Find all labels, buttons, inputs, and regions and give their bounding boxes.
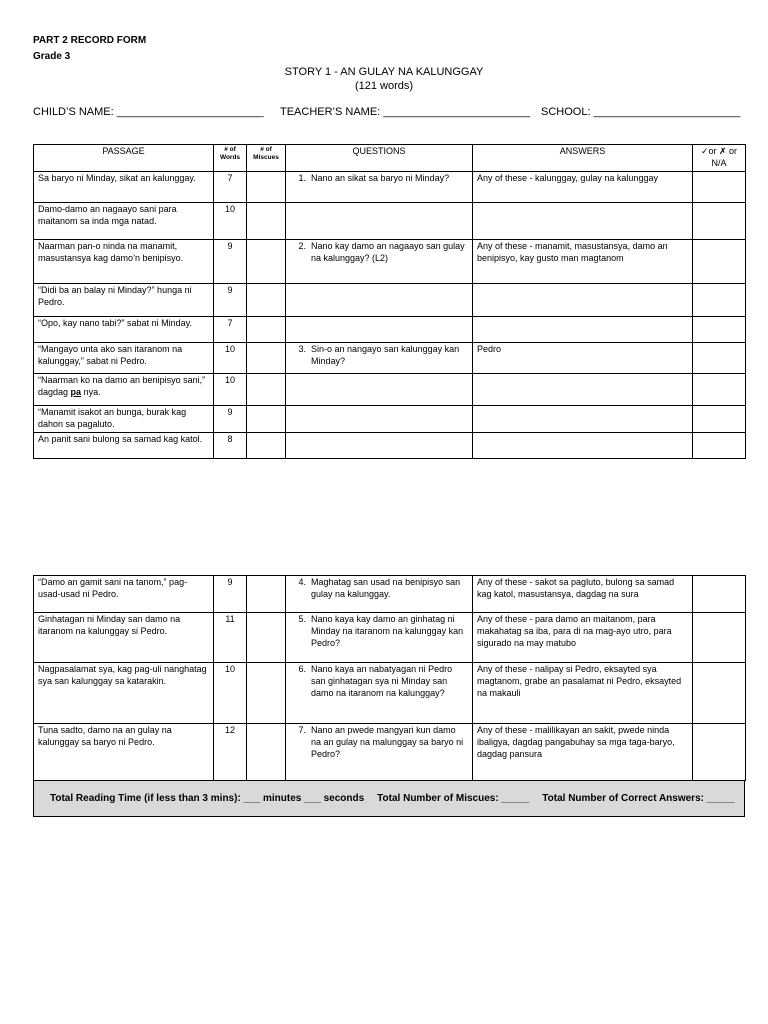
miscues-cell[interactable]	[247, 576, 286, 613]
underlined-word: pa	[70, 386, 82, 397]
col-miscues: # of Miscues	[247, 145, 286, 172]
answer-cell: Any of these - nalipay si Pedro, eksayted sya magtanom, grabe an pasalamat ni Pedro, eksayted na makauli	[473, 663, 693, 724]
check-cell[interactable]	[693, 613, 746, 663]
answer-cell: Any of these - kalunggay, gulay na kalunggay	[473, 172, 693, 203]
words-cell: 7	[214, 172, 247, 203]
table-row	[34, 343, 746, 374]
check-cell[interactable]	[693, 663, 746, 724]
passage-cell: An panit sani bulong sa samad kag katol.	[34, 432, 214, 458]
check-cell[interactable]	[693, 432, 746, 458]
words-cell: 7	[214, 317, 247, 343]
passage-cell	[34, 374, 214, 406]
words-cell: 9	[214, 406, 247, 433]
question-number: 6.	[298, 664, 306, 674]
grade-label: Grade 3	[33, 51, 71, 62]
total-reading-time[interactable]: Total Reading Time (if less than 3 mins): ___ minutes ___ seconds	[50, 793, 365, 804]
passage-cell: “Didi ba an balay ni Minday?” hunga ni Pedro.	[34, 284, 214, 317]
words-cell: 9	[214, 284, 247, 317]
question-number: 7.	[298, 725, 306, 735]
question-text: Nano an sikat sa baryo ni Minday?	[311, 173, 450, 183]
question-cell	[286, 240, 473, 284]
table-row	[34, 240, 746, 284]
question-number: 1.	[298, 173, 306, 183]
record-table-2	[33, 575, 746, 781]
miscues-cell[interactable]	[247, 406, 286, 433]
miscues-cell[interactable]	[247, 284, 286, 317]
words-cell: 10	[214, 343, 247, 374]
miscues-cell[interactable]	[247, 374, 286, 406]
miscues-cell[interactable]	[247, 613, 286, 663]
passage-cell: “Opo, kay nano tabi?” sabat ni Minday.	[34, 317, 214, 343]
question-cell	[286, 317, 473, 343]
question-number: 4.	[298, 577, 306, 587]
table-row	[34, 432, 746, 458]
word-count: (121 words)	[354, 80, 414, 92]
check-cell[interactable]	[693, 317, 746, 343]
record-table-1	[33, 144, 746, 459]
table-row	[34, 203, 746, 240]
question-cell	[286, 432, 473, 458]
check-cell[interactable]	[693, 406, 746, 433]
answer-cell	[473, 203, 693, 240]
words-cell: 12	[214, 724, 247, 781]
miscues-cell[interactable]	[247, 724, 286, 781]
answer-cell	[473, 284, 693, 317]
total-miscues[interactable]: Total Number of Miscues: _____	[377, 793, 530, 804]
table-row	[34, 284, 746, 317]
question-text: Nano kaya kay damo an ginhatag ni Minday na itaranom na kalunggay kan Pedro?	[311, 614, 464, 648]
check-cell[interactable]	[693, 284, 746, 317]
question-cell	[286, 203, 473, 240]
total-correct-answers[interactable]: Total Number of Correct Answers: _____	[542, 793, 735, 804]
check-cell[interactable]	[693, 724, 746, 781]
words-cell: 8	[214, 432, 247, 458]
check-cell[interactable]	[693, 374, 746, 406]
answer-cell	[473, 432, 693, 458]
words-cell: 9	[214, 576, 247, 613]
col-words: # of Words	[214, 145, 247, 172]
answer-cell: Pedro	[473, 343, 693, 374]
passage-cell: “Damo an gamit sani na tanom,” pag-usad-usad ni Pedro.	[34, 576, 214, 613]
words-cell: 10	[214, 374, 247, 406]
col-answers: ANSWERS	[473, 145, 693, 172]
table-row	[34, 374, 746, 406]
question-cell	[286, 172, 473, 203]
question-text: Sin-o an nangayo san kalunggay kan Minday?	[311, 344, 460, 366]
answer-cell: Any of these - para damo an maitanom, para makahatag sa iba, para di na mag-ayo utro, para sigurado na may matubo	[473, 613, 693, 663]
question-number: 3.	[298, 344, 306, 354]
table-row	[34, 406, 746, 433]
check-cell[interactable]	[693, 343, 746, 374]
question-cell	[286, 613, 473, 663]
words-cell: 9	[214, 240, 247, 284]
table-row	[34, 576, 746, 613]
answer-cell	[473, 406, 693, 433]
words-cell: 11	[214, 613, 247, 663]
passage-cell: Nagpasalamat sya, kag pag-uli nanghatag sya san kalunggay sa katarakin.	[34, 663, 214, 724]
question-text: Nano kaya an nabatyagan ni Pedro san ginhatagan sya ni Minday san damo na itaranom na kalunggay?	[311, 664, 453, 698]
question-number: 5.	[298, 614, 306, 624]
school-field[interactable]: SCHOOL: ________________________	[541, 106, 741, 118]
totals-bar	[33, 780, 745, 817]
question-cell	[286, 663, 473, 724]
teacher-name-field[interactable]: TEACHER’S NAME: ________________________	[280, 106, 531, 118]
miscues-cell[interactable]	[247, 317, 286, 343]
miscues-cell[interactable]	[247, 663, 286, 724]
check-cell[interactable]	[693, 172, 746, 203]
passage-cell: Naarman pan-o ninda na manamit, masustansya kag damo’n benipisyo.	[34, 240, 214, 284]
story-title: STORY 1 - AN GULAY NA KALUNGGAY	[284, 66, 484, 78]
passage-cell: Damo-damo an nagaayo sani para maitanom sa inda mga natad.	[34, 203, 214, 240]
question-cell	[286, 343, 473, 374]
table-row	[34, 663, 746, 724]
form-title: PART 2 RECORD FORM	[33, 35, 147, 46]
passage-cell: Sa baryo ni Minday, sikat an kalunggay.	[34, 172, 214, 203]
question-text: Nano an pwede mangyari kun damo na an gulay na malunggay sa baryo ni Pedro?	[311, 725, 464, 759]
miscues-cell[interactable]	[247, 240, 286, 284]
question-text: Nano kay damo an nagaayo san gulay na kalunggay? (L2)	[311, 241, 465, 263]
question-cell	[286, 284, 473, 317]
table-row	[34, 172, 746, 203]
col-questions: QUESTIONS	[286, 145, 473, 172]
question-cell	[286, 374, 473, 406]
question-cell	[286, 406, 473, 433]
table-row	[34, 317, 746, 343]
passage-cell: Tuna sadto, damo na an gulay na kalunggay sa baryo ni Pedro.	[34, 724, 214, 781]
miscues-cell[interactable]	[247, 172, 286, 203]
words-cell: 10	[214, 663, 247, 724]
question-cell	[286, 576, 473, 613]
table-row	[34, 613, 746, 663]
passage-cell: Ginhatagan ni Minday san damo na itaranom na kalunggay si Pedro.	[34, 613, 214, 663]
passage-text: “Naarman ko na damo an benipisyo sani,” dagdag	[38, 375, 206, 397]
col-check: ✓or ✗ or N/A	[693, 145, 746, 172]
question-text: Maghatag san usad na benipisyo san gulay na kalunggay.	[311, 577, 461, 599]
miscues-cell[interactable]	[247, 203, 286, 240]
miscues-cell[interactable]	[247, 343, 286, 374]
question-number: 2.	[298, 241, 306, 251]
check-cell[interactable]	[693, 203, 746, 240]
child-name-field[interactable]: CHILD’S NAME: ________________________	[33, 106, 264, 118]
check-cell[interactable]	[693, 240, 746, 284]
answer-cell: Any of these - malilikayan an sakit, pwede ninda ibaligya, dagdag pangabuhay sa mga taga-baryo, dagdag pansura	[473, 724, 693, 781]
answer-cell	[473, 317, 693, 343]
check-cell[interactable]	[693, 576, 746, 613]
passage-cell: “Mangayo unta ako san itaranom na kalunggay,” sabat ni Pedro.	[34, 343, 214, 374]
miscues-cell[interactable]	[247, 432, 286, 458]
answer-cell	[473, 374, 693, 406]
answer-cell: Any of these - sakot sa pagluto, bulong sa samad kag katol, masustansya, dagdag na sura	[473, 576, 693, 613]
passage-text-end: nya.	[81, 386, 101, 397]
answer-cell: Any of these - manamit, masustansya, damo an benipisyo, kay gusto man magtanom	[473, 240, 693, 284]
col-passage: PASSAGE	[34, 145, 214, 172]
question-cell	[286, 724, 473, 781]
table-row	[34, 724, 746, 781]
words-cell: 10	[214, 203, 247, 240]
passage-cell: “Manamit isakot an bunga, burak kag dahon sa pagaluto.	[34, 406, 214, 433]
